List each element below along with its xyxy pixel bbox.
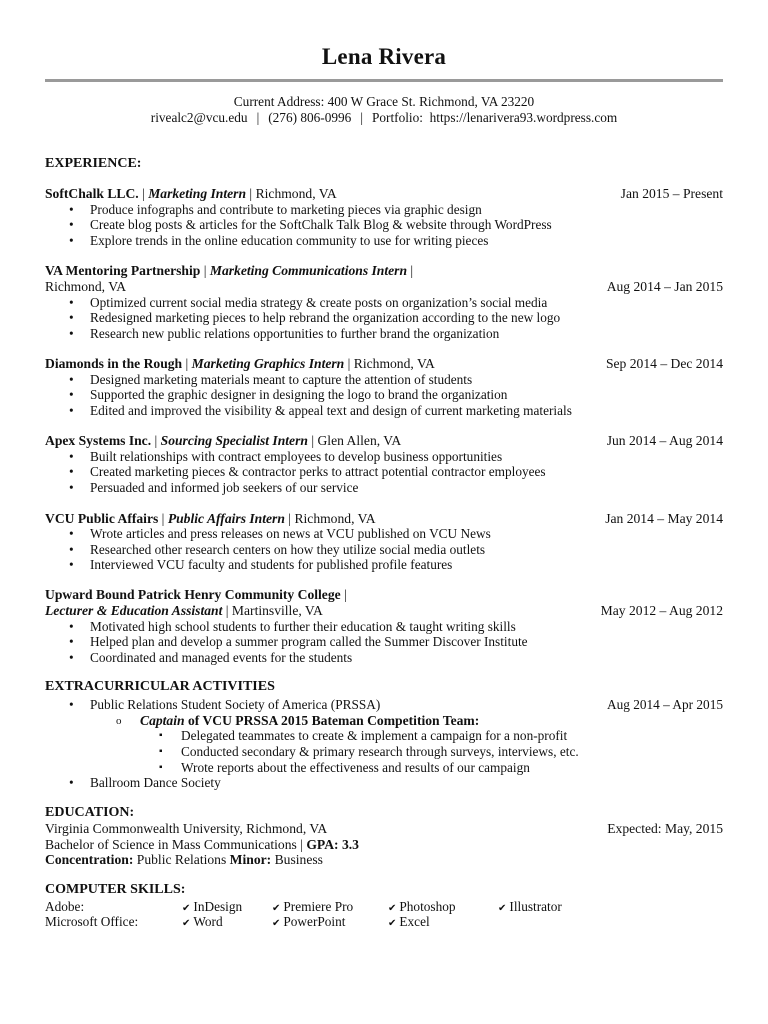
- job-bullet: • Explore trends in the online education community to use for writing pieces: [90, 233, 488, 249]
- check-icon: ✔: [388, 903, 397, 914]
- address: Current Address: 400 W Grace St. Richmond, VA 23220: [233, 94, 535, 109]
- education-expected: Expected: May, 2015: [607, 821, 723, 836]
- job-bullet: • Helped plan and develop a summer program called the Summer Discover Institute: [90, 634, 528, 650]
- activity-item: • Ballroom Dance Society: [90, 775, 221, 791]
- job-bullet: • Redesigned marketing pieces to help rebrand the organization according to the new logo: [90, 310, 560, 326]
- job-bullet: • Coordinated and managed events for the students: [90, 650, 352, 666]
- activity-role: o Captain of VCU PRSSA 2015 Bateman Competition Team:: [140, 713, 479, 729]
- job-header: Diamonds in the Rough | Marketing Graphics Intern | Richmond, VA Sep 2014 – Dec 2014: [45, 356, 723, 371]
- job-header: Apex Systems Inc. | Sourcing Specialist Intern | Glen Allen, VA Jun 2014 – Aug 2014: [45, 433, 723, 448]
- activity-item: • Public Relations Student Society of America (PRSSA) Aug 2014 – Apr 2015: [90, 697, 723, 713]
- job-dates: Jun 2014 – Aug 2014: [606, 433, 723, 448]
- job-dates: May 2012 – Aug 2012: [600, 603, 723, 618]
- job-bullet: • Edited and improved the visibility & appeal text and design of current marketing materials: [90, 403, 572, 419]
- job-header: SoftChalk LLC. | Marketing Intern | Richmond, VA Jan 2015 – Present: [45, 186, 723, 201]
- education-school: Virginia Commonwealth University, Richmond, VA Expected: May, 2015: [45, 821, 723, 836]
- job-bullet: • Designed marketing materials meant to capture the attention of students: [90, 372, 472, 388]
- skill-item: ✔ InDesign: [182, 899, 243, 914]
- office-label: Microsoft Office:: [45, 914, 139, 929]
- job-bullet: • Interviewed VCU faculty and students for published profile features: [90, 557, 452, 573]
- skill-item: ✔ Premiere Pro: [272, 899, 354, 914]
- header-divider: [45, 79, 723, 82]
- job-bullet: • Optimized current social media strategy & create posts on organization’s social media: [90, 295, 547, 311]
- job-dates: Jan 2015 – Present: [620, 186, 723, 201]
- contact-line: rivealc2@vcu.edu | (276) 806-0996 | Portfolio: https://lenarivera93.wordpress.com: [150, 110, 618, 125]
- job-bullet: • Supported the graphic designer in designing the logo to brand the organization: [90, 387, 507, 403]
- activity-detail: ▪ Wrote reports about the effectiveness and results of our campaign: [181, 760, 530, 776]
- check-icon: ✔: [272, 918, 281, 929]
- phone: (276) 806-0996: [268, 110, 352, 125]
- job-bullet: • Created marketing pieces & contractor perks to attract potential contractor employees: [90, 464, 546, 480]
- check-icon: ✔: [498, 903, 507, 914]
- job-bullet: • Wrote articles and press releases on news at VCU published on VCU News: [90, 526, 491, 542]
- job-role-line: Lecturer & Education Assistant | Martinsville, VA May 2012 – Aug 2012: [45, 603, 723, 618]
- portfolio-label: Portfolio:: [372, 110, 423, 125]
- skills-heading: COMPUTER SKILLS:: [45, 882, 186, 897]
- check-icon: ✔: [272, 903, 281, 914]
- resume-name: Lena Rivera: [321, 44, 447, 69]
- education-degree: Bachelor of Science in Mass Communications | GPA: 3.3: [45, 837, 359, 852]
- activity-detail: ▪ Conducted secondary & primary research through surveys, interviews, etc.: [181, 744, 579, 760]
- job-bullet: • Research new public relations opportunities to further brand the organization: [90, 326, 499, 342]
- job-bullet: • Create blog posts & articles for the SoftChalk Talk Blog & website through WordPress: [90, 217, 552, 233]
- email-link[interactable]: rivealc2@vcu.edu: [150, 110, 248, 125]
- activity-detail: ▪ Delegated teammates to create & implement a campaign for a non-profit: [181, 728, 567, 744]
- job-dates: Aug 2014 – Jan 2015: [606, 279, 723, 294]
- skill-item: ✔ Illustrator: [498, 899, 562, 914]
- job-bullet: • Motivated high school students to further their education & taught writing skills: [90, 619, 516, 635]
- job-dates: Jan 2014 – May 2014: [605, 511, 723, 526]
- job-dates: Sep 2014 – Dec 2014: [605, 356, 723, 371]
- check-icon: ✔: [388, 918, 397, 929]
- job-bullet: • Built relationships with contract employees to develop business opportunities: [90, 449, 502, 465]
- job-bullet: • Produce infographs and contribute to marketing pieces via graphic design: [90, 202, 482, 218]
- skill-item: ✔ Word: [182, 914, 223, 929]
- skill-item: ✔ Photoshop: [388, 899, 456, 914]
- skill-item: ✔ PowerPoint: [272, 914, 346, 929]
- experience-heading: EXPERIENCE:: [45, 156, 142, 171]
- adobe-label: Adobe:: [45, 899, 85, 914]
- job-header: VA Mentoring Partnership | Marketing Communications Intern |: [45, 263, 414, 278]
- education-heading: EDUCATION:: [45, 805, 135, 820]
- portfolio-link[interactable]: https://lenarivera93.wordpress.com: [429, 110, 618, 125]
- extracurricular-heading: EXTRACURRICULAR ACTIVITIES: [45, 679, 275, 694]
- job-header: VCU Public Affairs | Public Affairs Intern | Richmond, VA Jan 2014 – May 2014: [45, 511, 723, 526]
- check-icon: ✔: [182, 903, 191, 914]
- education-concentration: Concentration: Public Relations Minor: Business: [45, 852, 323, 867]
- check-icon: ✔: [182, 918, 191, 929]
- job-bullet: • Researched other research centers on how they utilize social media outlets: [90, 542, 485, 558]
- job-location-line: Richmond, VA Aug 2014 – Jan 2015: [45, 279, 723, 294]
- job-bullet: • Persuaded and informed job seekers of our service: [90, 480, 358, 496]
- activity-dates: Aug 2014 – Apr 2015: [607, 697, 723, 712]
- job-header: Upward Bound Patrick Henry Community College |: [45, 587, 347, 602]
- skill-item: ✔ Excel: [388, 914, 430, 929]
